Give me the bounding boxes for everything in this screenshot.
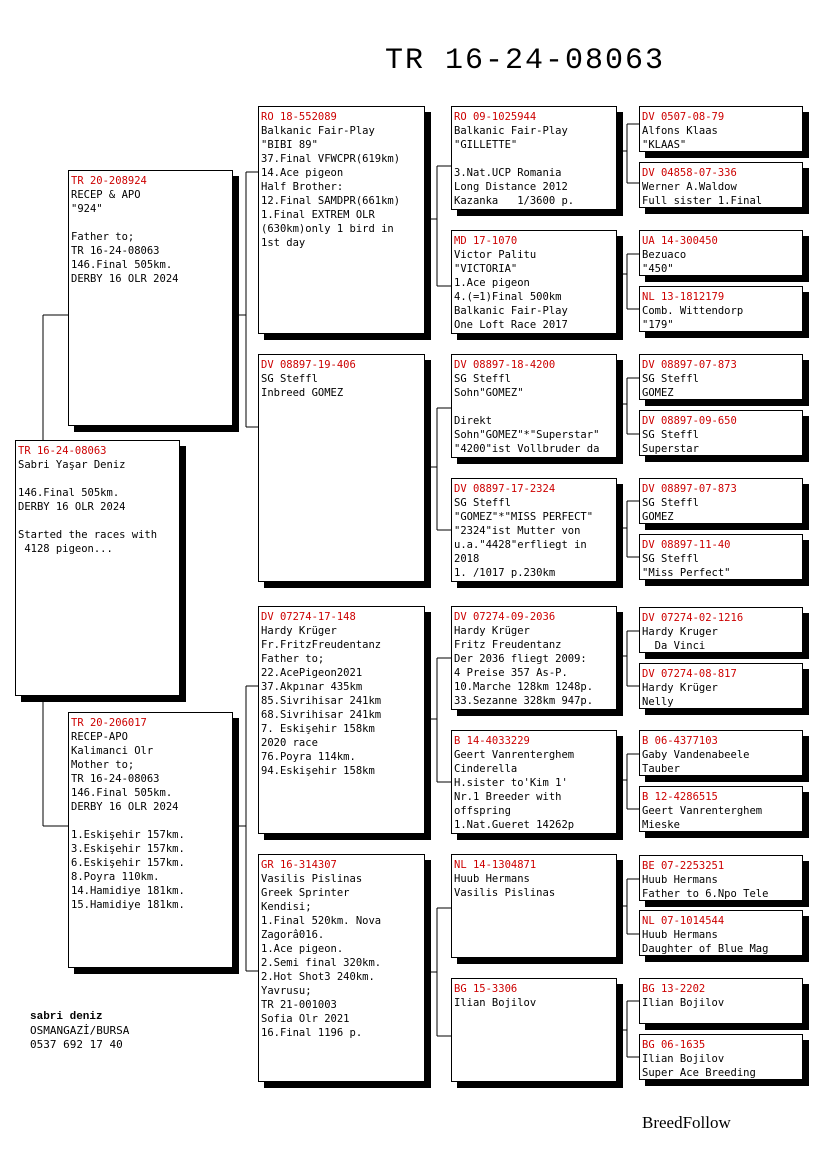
card-line: Werner A.Waldow <box>642 181 737 193</box>
card-line: "450" <box>642 263 674 275</box>
card-line: 3.Nat.UCP Romania <box>454 167 562 179</box>
ring-id: TR 16-24-08063 <box>18 445 107 457</box>
card-line: TR 16-24-08063 <box>71 245 160 257</box>
card-line: Tauber <box>642 763 680 775</box>
card-line: 2.Hot Shot3 240km. <box>261 971 375 983</box>
card-line: 1. /1017 p.230km <box>454 567 556 579</box>
ring-id: DV 08897-09-650 <box>642 415 737 427</box>
ring-id: NL 13-1812179 <box>642 291 725 303</box>
card-sire-dam[interactable] <box>258 354 425 582</box>
card-line: One Loft Race 2017 <box>454 319 568 331</box>
card-line: (630km)only 1 bird in <box>261 223 394 235</box>
card-line: 146.Final 505km. <box>71 259 173 271</box>
ring-id: GR 16-314307 <box>261 859 337 871</box>
card-dssd[interactable] <box>639 663 803 709</box>
card-line: Hardy Krüger <box>454 625 530 637</box>
card-line: Huub Hermans <box>454 873 530 885</box>
card-line: 2018 <box>454 553 480 565</box>
card-line: Gaby Vandenabeele <box>642 749 750 761</box>
ring-id: DV 08897-17-2324 <box>454 483 556 495</box>
card-line: Huub Hermans <box>642 929 718 941</box>
card-sssd[interactable] <box>639 162 803 208</box>
card-line: 146.Final 505km. <box>18 487 120 499</box>
card-line: Der 2036 fliegt 2009: <box>454 653 587 665</box>
ring-id: TR 20-206017 <box>71 717 147 729</box>
card-line: 22.AcePigeon2021 <box>261 667 363 679</box>
card-line: Comb. Wittendorp <box>642 305 744 317</box>
card-line: Cinderella <box>454 763 518 775</box>
card-line: 1.Ace pigeon. <box>261 943 344 955</box>
card-line: Started the races with <box>18 529 158 541</box>
card-line: SG Steffl <box>261 373 318 385</box>
ring-id: BE 07-2253251 <box>642 860 725 872</box>
card-line: 1.Final 520km. Nova <box>261 915 382 927</box>
card-line: Bezuaco <box>642 249 687 261</box>
ring-id: DV 07274-09-2036 <box>454 611 556 623</box>
ring-id: B 06-4377103 <box>642 735 718 747</box>
card-line: Father to; <box>261 653 325 665</box>
card-line: Sofia Olr 2021 <box>261 1013 350 1025</box>
card-line: H.sister to'Kim 1' <box>454 777 568 789</box>
card-dds[interactable] <box>451 854 617 958</box>
card-line: Nr.1 Breeder with <box>454 791 562 803</box>
card-line <box>71 216 230 230</box>
card-line: 4128 pigeon... <box>18 543 113 555</box>
ring-id: UA 14-300450 <box>642 235 718 247</box>
ring-id: DV 08897-07-873 <box>642 483 737 495</box>
card-line: Mother to; <box>71 759 135 771</box>
card-ssdd[interactable] <box>639 286 803 332</box>
card-line: Balkanic Fair-Play <box>454 305 568 317</box>
card-sdd[interactable] <box>451 478 617 582</box>
card-line: Vasilis Pislinas <box>261 873 363 885</box>
ring-id: BG 13-2202 <box>642 983 706 995</box>
card-line: 37.Akpınar 435km <box>261 681 363 693</box>
card-line: RECEP & APO <box>71 189 141 201</box>
card-line: u.a."4428"erfliegt in <box>454 539 587 551</box>
card-line: Mieske <box>642 819 680 831</box>
card-line: "Miss Perfect" <box>642 567 731 579</box>
card-dsd[interactable] <box>451 730 617 834</box>
card-sss[interactable] <box>451 106 617 210</box>
card-line: DERBY 16 OLR 2024 <box>71 801 179 813</box>
card-line: DERBY 16 OLR 2024 <box>18 501 126 513</box>
card-line: 1.Ace pigeon <box>454 277 530 289</box>
card-line: 1.Eskişehir 157km. <box>71 829 185 841</box>
card-line: Ilian Bojilov <box>642 1053 725 1065</box>
card-ssd[interactable] <box>451 230 617 334</box>
card-line: SG Steffl <box>454 373 511 385</box>
card-line: 14.Hamidiye 181km. <box>71 885 185 897</box>
ring-id: DV 08897-18-4200 <box>454 359 556 371</box>
card-ddss[interactable] <box>639 855 803 901</box>
card-line: SG Steffl <box>642 553 699 565</box>
brand-logo: BreedFollow <box>642 1113 731 1132</box>
card-line: Fritz Freudentanz <box>454 639 562 651</box>
card-line: DERBY 16 OLR 2024 <box>71 273 179 285</box>
card-line: "924" <box>71 203 103 215</box>
card-line: Zagorâ016. <box>261 929 325 941</box>
card-line: 7. Eskişehir 158km <box>261 723 375 735</box>
card-line: Victor Palitu <box>454 249 537 261</box>
card-line: 4.(=1)Final 500km <box>454 291 562 303</box>
card-line: Hardy Krüger <box>261 625 337 637</box>
card-line: 1st day <box>261 237 306 249</box>
card-line: 85.Sivrihisar 241km <box>261 695 382 707</box>
ring-id: RO 18-552089 <box>261 111 337 123</box>
card-line <box>454 400 614 414</box>
card-line: Sohn"GOMEZ" <box>454 387 524 399</box>
card-line: "BIBI 89" <box>261 139 318 151</box>
card-line: Direkt <box>454 415 492 427</box>
card-line: Nelly <box>642 696 674 708</box>
card-dsss[interactable] <box>639 607 803 653</box>
ring-id: DV 07274-08-817 <box>642 668 737 680</box>
card-line: RECEP-APO <box>71 731 128 743</box>
card-line: TR 16-24-08063 <box>71 773 160 785</box>
owner-name: sabri deniz <box>30 1011 103 1023</box>
card-sddd[interactable] <box>639 534 803 580</box>
card-line: 15.Hamidiye 181km. <box>71 899 185 911</box>
card-line: Superstar <box>642 443 699 455</box>
page-title: TR 16-24-08063 <box>385 44 666 78</box>
card-line: Father to; <box>71 231 135 243</box>
card-line: GOMEZ <box>642 511 674 523</box>
card-line: SG Steffl <box>642 373 699 385</box>
card-line: Daughter of Blue Mag <box>642 943 769 955</box>
ring-id: NL 14-1304871 <box>454 859 537 871</box>
card-line: Hardy Krüger <box>642 682 718 694</box>
card-line: 4 Preise 357 As-P. <box>454 667 568 679</box>
card-line: 37.Final VFWCPR(619km) <box>261 153 401 165</box>
card-line <box>454 152 614 166</box>
card-line: "GOMEZ"*"MISS PERFECT" <box>454 511 594 523</box>
card-line <box>18 514 177 528</box>
card-subject[interactable] <box>15 440 180 696</box>
ring-id: DV 07274-02-1216 <box>642 612 744 624</box>
ring-id: DV 07274-17-148 <box>261 611 356 623</box>
card-line: GOMEZ <box>642 387 674 399</box>
card-line: Balkanic Fair-Play <box>454 125 568 137</box>
card-sdss[interactable] <box>639 354 803 400</box>
card-line: 33.Sezanne 328km 947p. <box>454 695 594 707</box>
card-line: Ilian Bojilov <box>642 997 725 1009</box>
card-line: Alfons Klaas <box>642 125 718 137</box>
ring-id: BG 15-3306 <box>454 983 518 995</box>
card-line: Half Brother: <box>261 181 344 193</box>
card-line: 2020 race <box>261 737 318 749</box>
ring-id: BG 06-1635 <box>642 1039 706 1051</box>
card-line: Da Vinci <box>642 640 706 652</box>
card-dddd[interactable] <box>639 1034 803 1080</box>
card-sds[interactable] <box>451 354 617 458</box>
card-ddsd[interactable] <box>639 910 803 956</box>
card-line: 94.Eskişehir 158km <box>261 765 375 777</box>
ring-id: DV 0507-08-79 <box>642 111 725 123</box>
card-line: SG Steffl <box>642 429 699 441</box>
ring-id: DV 04858-07-336 <box>642 167 737 179</box>
card-line: Kalimanci Olr <box>71 745 154 757</box>
card-dsdd[interactable] <box>639 786 803 832</box>
card-ddds[interactable] <box>639 978 803 1024</box>
card-line: 1.Nat.Gueret 14262p <box>454 819 575 831</box>
card-dam[interactable] <box>68 712 233 968</box>
card-line: Hardy Kruger <box>642 626 718 638</box>
card-line: 8.Poyra 110km. <box>71 871 160 883</box>
owner-city: OSMANGAZİ/BURSA <box>30 1024 130 1037</box>
card-sdsd[interactable] <box>639 410 803 456</box>
card-line: Greek Sprinter <box>261 887 350 899</box>
card-line: Fr.FritzFreudentanz <box>261 639 382 651</box>
card-line: "VICTORIA" <box>454 263 518 275</box>
card-line: "GILLETTE" <box>454 139 518 151</box>
ring-id: B 14-4033229 <box>454 735 530 747</box>
card-ssds[interactable] <box>639 230 803 276</box>
owner-info <box>30 1010 129 1052</box>
card-dam-dam[interactable] <box>258 854 425 1082</box>
ring-id: DV 08897-11-40 <box>642 539 731 551</box>
card-line: Sabri Yaşar Deniz <box>18 459 126 471</box>
card-line: 146.Final 505km. <box>71 787 173 799</box>
card-dsds[interactable] <box>639 730 803 776</box>
card-line: Vasilis Pislinas <box>454 887 556 899</box>
card-line <box>71 814 230 828</box>
card-line: 6.Eskişehir 157km. <box>71 857 185 869</box>
card-line: Father to 6.Npo Tele <box>642 888 769 900</box>
card-line: Geert Vanrenterghem <box>642 805 763 817</box>
card-line: "179" <box>642 319 674 331</box>
card-line: 2.Semi final 320km. <box>261 957 382 969</box>
ring-id: B 12-4286515 <box>642 791 718 803</box>
card-line: Kendisi; <box>261 901 312 913</box>
card-line: 14.Ace pigeon <box>261 167 344 179</box>
card-ddd[interactable] <box>451 978 617 1082</box>
card-line: 76.Poyra 114km. <box>261 751 356 763</box>
card-line: Kazanka 1/3600 p. <box>454 195 575 207</box>
card-line: Full sister 1.Final <box>642 195 763 207</box>
card-ssss[interactable] <box>639 106 803 152</box>
ring-id: RO 09-1025944 <box>454 111 537 123</box>
card-line: 16.Final 1196 p. <box>261 1027 363 1039</box>
card-line: Balkanic Fair-Play <box>261 125 375 137</box>
card-line: Inbreed GOMEZ <box>261 387 344 399</box>
card-dss[interactable] <box>451 606 617 710</box>
ring-id: NL 07-1014544 <box>642 915 725 927</box>
card-line: 3.Eskişehir 157km. <box>71 843 185 855</box>
card-line: Geert Vanrenterghem <box>454 749 575 761</box>
card-line: offspring <box>454 805 511 817</box>
card-line: SG Steffl <box>642 497 699 509</box>
card-line: 1.Final EXTREM OLR <box>261 209 375 221</box>
card-sire-sire[interactable] <box>258 106 425 334</box>
card-line: Huub Hermans <box>642 874 718 886</box>
card-line: Sohn"GOMEZ"*"Superstar" <box>454 429 600 441</box>
card-line: SG Steffl <box>454 497 511 509</box>
ring-id: TR 20-208924 <box>71 175 147 187</box>
card-line: 12.Final SAMDPR(661km) <box>261 195 401 207</box>
card-line: Long Distance 2012 <box>454 181 568 193</box>
card-line: 10.Marche 128km 1248p. <box>454 681 594 693</box>
card-line: TR 21-001003 <box>261 999 337 1011</box>
card-line: "2324"ist Mutter von <box>454 525 581 537</box>
owner-phone: 0537 692 17 40 <box>30 1038 123 1051</box>
ring-id: DV 08897-07-873 <box>642 359 737 371</box>
card-line: 68.Sivrihisar 241km <box>261 709 382 721</box>
card-line: "KLAAS" <box>642 139 687 151</box>
card-line: Super Ace Breeding <box>642 1067 756 1079</box>
card-sire[interactable] <box>68 170 233 426</box>
card-line <box>18 472 177 486</box>
card-dam-sire[interactable] <box>258 606 425 834</box>
card-line: Yavrusu; <box>261 985 312 997</box>
ring-id: DV 08897-19-406 <box>261 359 356 371</box>
card-sdds[interactable] <box>639 478 803 524</box>
card-line: Ilian Bojilov <box>454 997 537 1009</box>
card-line: "4200"ist Vollbruder da <box>454 443 600 455</box>
ring-id: MD 17-1070 <box>454 235 518 247</box>
